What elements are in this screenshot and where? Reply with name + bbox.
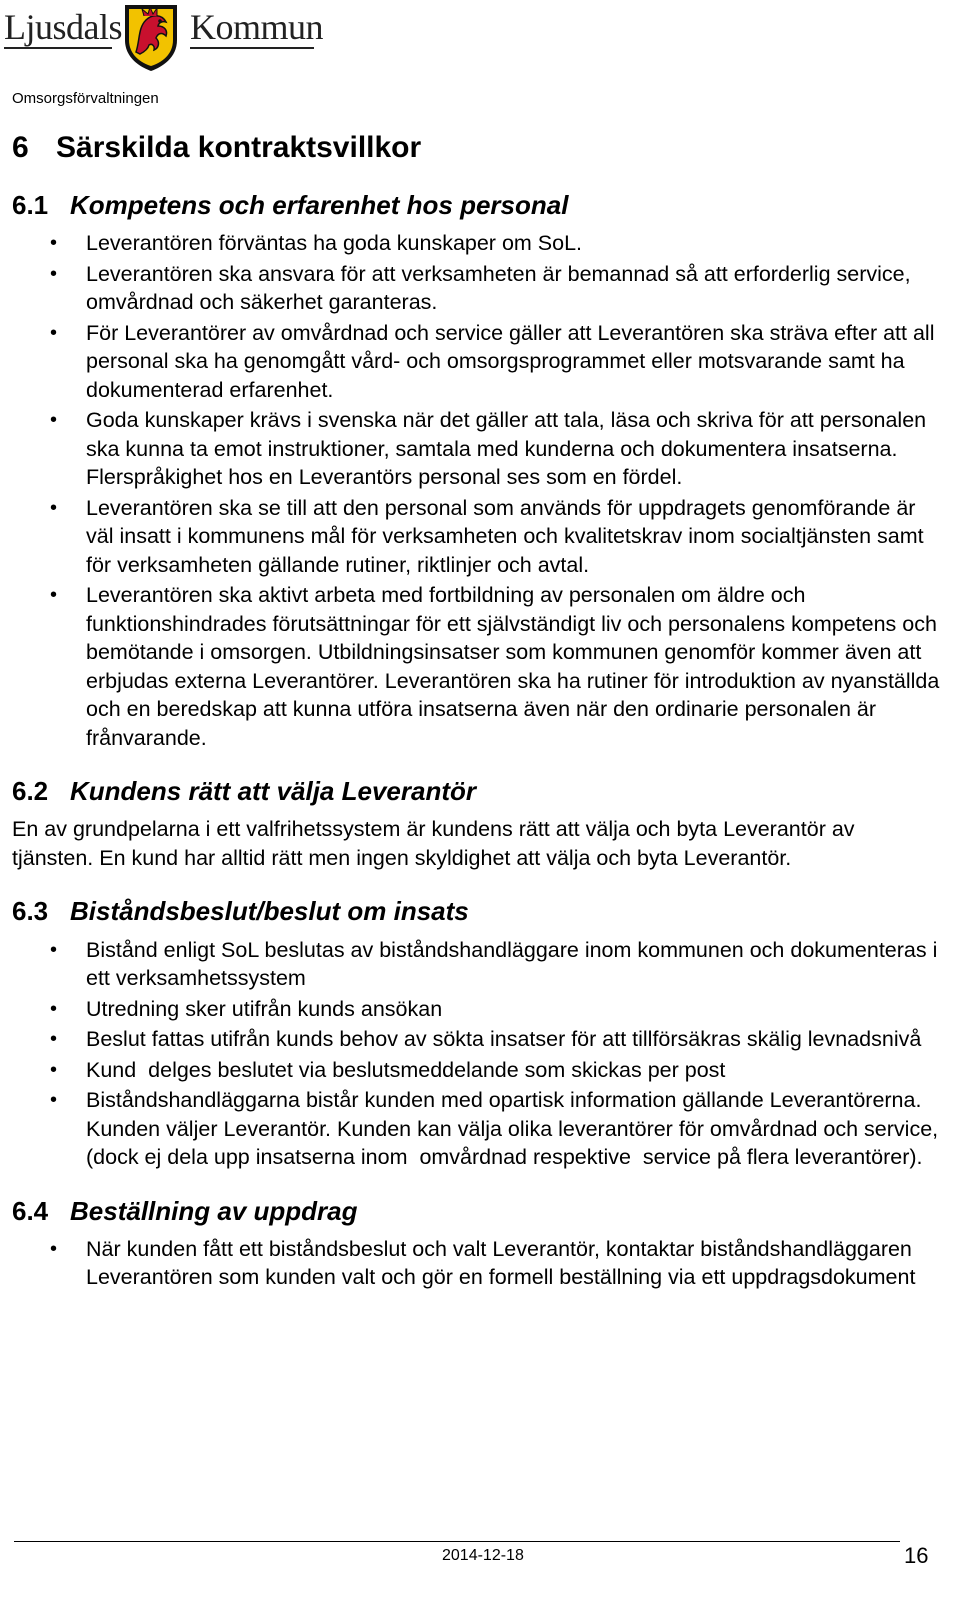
- list-item: • Leverantören ska se till att den personal som används för uppdragets genomförande är väl insatt i kommunens mål för verksamheten och kvalitetskrav inom socialtjänsten samt för verksamheten gällande rutiner, riktlinjer och avtal.: [86, 494, 946, 580]
- section-heading-6-4: [12, 1196, 960, 1227]
- logo-underline-left: [4, 47, 112, 49]
- document-body: [0, 118, 960, 1294]
- list-item: • Biståndshandläggarna bistår kunden med opartisk information gällande Leverantörerna. Kunden väljer Leverantör. Kunden kan välja olika leverantörer för omvårdnad och service, (dock ej dela upp insatserna inom omvårdnad respektive service på flera leverantörer).: [86, 1086, 946, 1172]
- section-number: 6.1: [12, 190, 49, 220]
- list-item: • Leverantören ska aktivt arbeta med fortbildning av personalen om äldre och funktionshindrades förutsättningar för ett självständigt liv och personalens kompetens och bemötande i omsorgen. Utbildningsinsatser som kommunen genomför kommer även att erbjudas externa Leverantörer. Leverantören ska ha rutiner för introduktion av nyanställda och en beredskap att kunna utföra insatserna även när den ordinarie personalen är frånvarande.: [86, 581, 946, 752]
- section-title: Kundens rätt att välja Leverantör: [70, 776, 476, 807]
- section-number: 6.3: [12, 896, 49, 927]
- section-heading-6-1: [12, 190, 960, 221]
- footer-divider: [14, 1541, 900, 1542]
- chapter-heading: [12, 130, 960, 166]
- list-item: • För Leverantörer av omvårdnad och service gäller att Leverantören ska sträva efter att all personal ska ha genomgått vård- och omsorgsprogrammet eller motsvarande samt ha dokumenterad erfarenhet.: [86, 319, 946, 405]
- section-number: 6.2: [12, 776, 49, 807]
- municipal-crest-icon: [122, 2, 180, 72]
- list-item: • Beslut fattas utifrån kunds behov av sökta insatser för att tillförsäkras skälig levnadsnivå: [86, 1025, 946, 1054]
- list-item: • Bistånd enligt SoL beslutas av biståndshandläggare inom kommunen och dokumenteras i ett verksamhetssystem: [86, 936, 946, 993]
- list-item: • Goda kunskaper krävs i svenska när det gäller att tala, läsa och skriva för att personalen ska kunna ta emot instruktioner, samtala med kunderna och dokumentera insatserna. Flerspråkighet hos en Leverantörs personal ses som en fördel.: [86, 406, 946, 492]
- bullet-list-6-3: [0, 936, 960, 1172]
- section-title: Biståndsbeslut/beslut om insats: [70, 896, 469, 927]
- section-heading-6-2: [12, 776, 960, 807]
- section-paragraph-6-2: En av grundpelarna i ett valfrihetssystem är kundens rätt att välja och byta Leverantör av tjänsten. En kund har alltid rätt men ingen skyldighet att välja och byta Leverantör.: [12, 817, 855, 870]
- logo-text-left: Ljusdals: [4, 7, 122, 47]
- list-item: • Kund delges beslutet via beslutsmeddelande som skickas per post: [86, 1056, 946, 1085]
- logo-text-right: Kommun: [190, 7, 324, 47]
- logo-underline-right: [190, 47, 314, 49]
- list-item: • Leverantören ska ansvara för att verksamheten är bemannad så att erforderlig service, omvårdnad och säkerhet garanteras.: [86, 260, 946, 317]
- section-heading-6-3: [12, 896, 960, 927]
- list-item: • Leverantören förväntas ha goda kunskaper om SoL.: [86, 229, 946, 258]
- chapter-title: Särskilda kontraktsvillkor: [56, 131, 422, 164]
- section-title: Kompetens och erfarenhet hos personal: [70, 190, 569, 220]
- page-number: 16: [904, 1543, 929, 1568]
- chapter-number: 6: [12, 131, 29, 164]
- bullet-list-6-1: [0, 229, 960, 752]
- section-title: Beställning av uppdrag: [70, 1195, 358, 1226]
- section-number: 6.4: [12, 1195, 49, 1226]
- page-header: [0, 0, 960, 110]
- department-name: Omsorgsförvaltningen: [12, 90, 159, 107]
- list-item: • När kunden fått ett biståndsbeslut och valt Leverantör, kontaktar biståndshandläggaren Leverantören som kunden valt och gör en formell beställning via ett uppdragsdokument: [86, 1235, 946, 1292]
- list-item: • Utredning sker utifrån kunds ansökan: [86, 995, 946, 1024]
- footer-date: 2014-12-18: [442, 1547, 524, 1564]
- bullet-list-6-4: [0, 1235, 960, 1292]
